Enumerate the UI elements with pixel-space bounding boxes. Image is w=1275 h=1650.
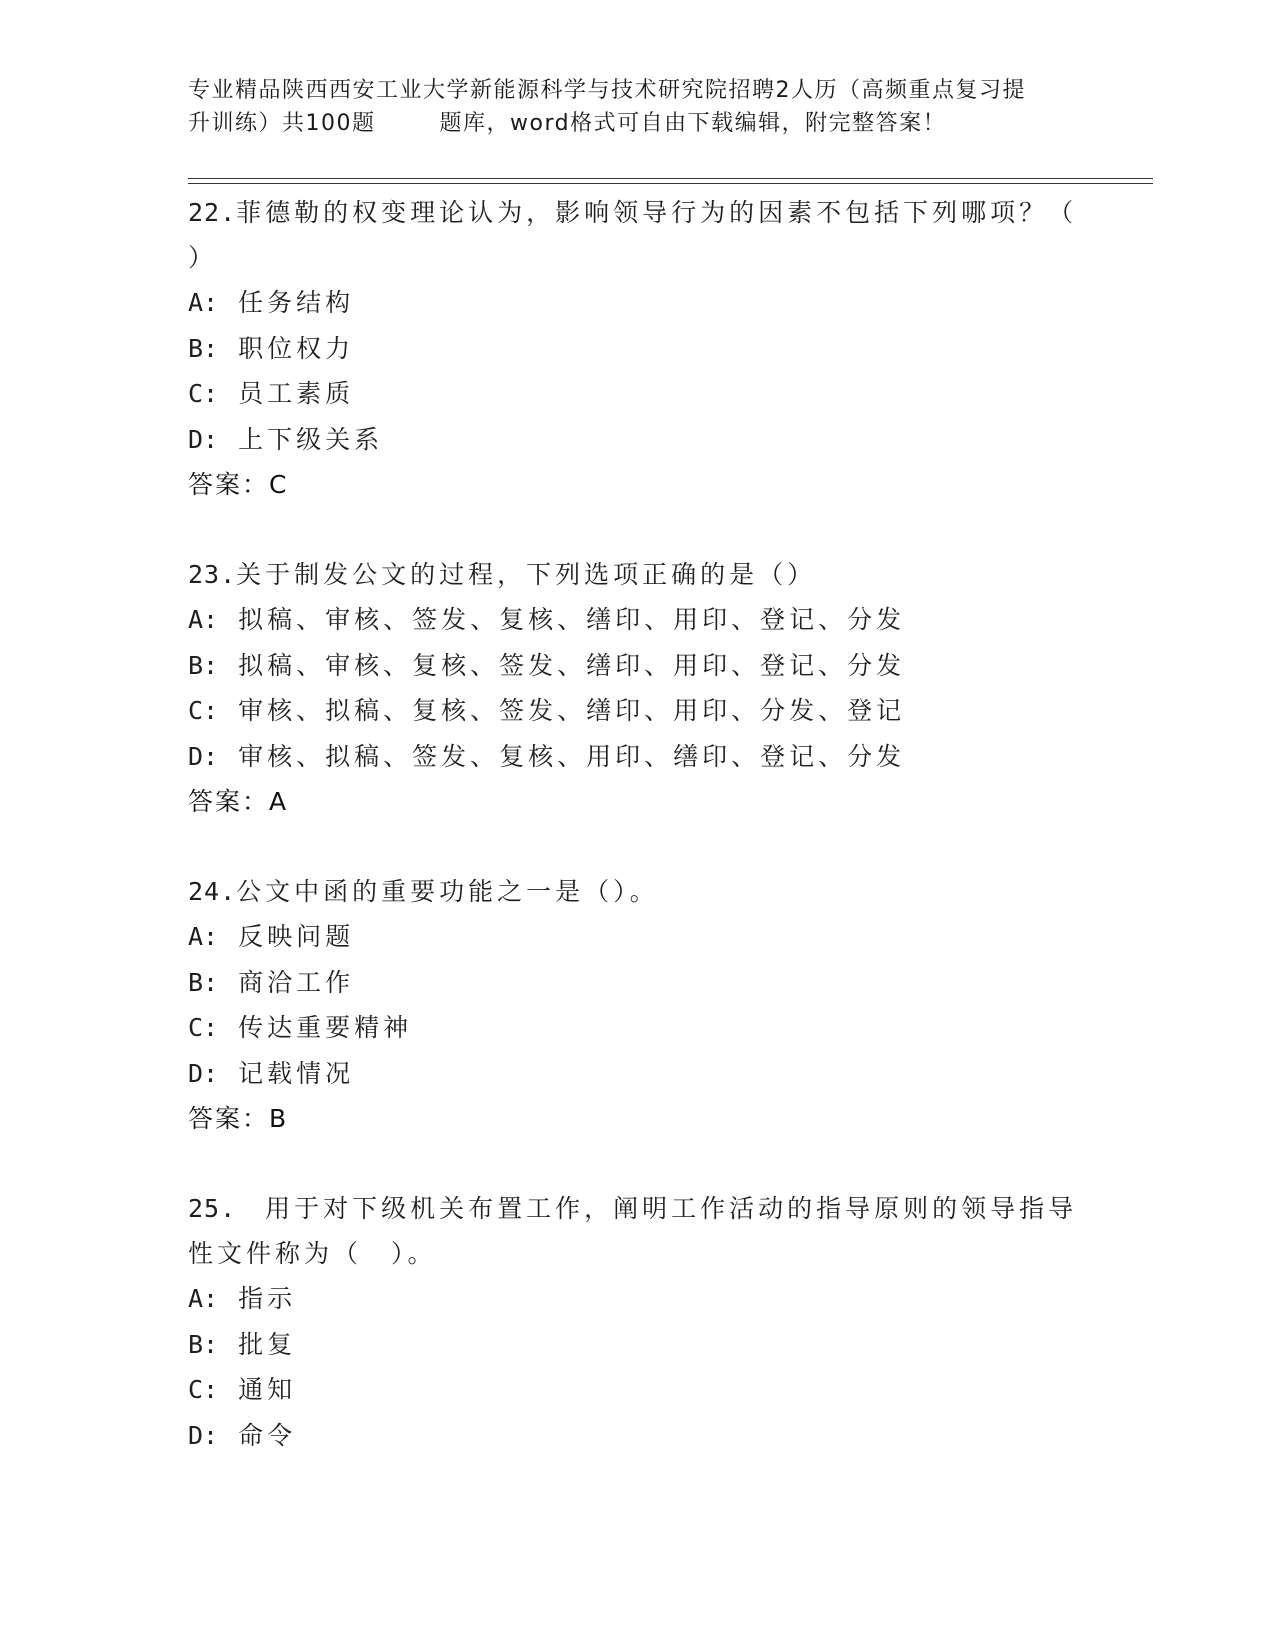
option-c	[188, 1005, 1088, 1051]
answer-line: 答案：A	[188, 787, 289, 816]
option-text: 反映问题	[238, 922, 355, 951]
question-text: 关于制发公文的过程，下列选项正确的是（）	[236, 560, 817, 589]
header-title-part-a: 升训练）共100题	[188, 111, 376, 136]
option-letter: D:	[188, 1058, 219, 1088]
option-letter: C:	[188, 1375, 219, 1404]
option-text: 通知	[238, 1375, 297, 1404]
question-24	[188, 869, 1088, 1141]
option-text: 指示	[238, 1284, 297, 1313]
option-a	[188, 280, 1088, 326]
option-text: 命令	[238, 1420, 297, 1450]
option-c	[188, 371, 1088, 417]
option-text: 任务结构	[238, 288, 355, 317]
question-23	[188, 552, 1088, 824]
question-stem-continued: ）	[188, 243, 218, 272]
option-text: 审核、拟稿、复核、签发、缮印、用印、分发、登记	[238, 696, 906, 725]
question-number: 22.	[188, 198, 237, 227]
option-c	[188, 1367, 1088, 1413]
question-stem-continued: 性文件称为（ ）。	[188, 1239, 437, 1268]
option-text: 商洽工作	[238, 967, 355, 997]
question-22	[188, 190, 1088, 507]
option-text: 批复	[238, 1329, 297, 1359]
option-d	[188, 417, 1088, 463]
option-d	[188, 734, 1088, 780]
option-letter: C:	[188, 1013, 219, 1042]
option-letter: B:	[188, 1329, 219, 1359]
header-title-line-1: 专业精品陕西西安工业大学新能源科学与技术研究院招聘2人历（高频重点复习提	[188, 78, 1026, 103]
option-a	[188, 1276, 1088, 1322]
option-letter: C:	[188, 379, 219, 408]
option-letter: A:	[188, 288, 219, 317]
document-header	[188, 74, 1088, 140]
header-title-line-2	[188, 107, 1088, 140]
question-stem	[188, 552, 1088, 597]
option-text: 职位权力	[238, 333, 355, 363]
question-stem	[188, 869, 1088, 914]
question-number: 25.	[188, 1194, 237, 1223]
option-letter: A:	[188, 605, 219, 634]
header-divider-bottom	[188, 183, 1153, 184]
option-text: 员工素质	[238, 379, 355, 408]
option-a	[188, 597, 1088, 643]
option-c	[188, 688, 1088, 734]
option-letter: B:	[188, 650, 219, 680]
option-text: 审核、拟稿、签发、复核、用印、缮印、登记、分发	[238, 741, 906, 771]
option-letter: B:	[188, 333, 219, 363]
question-text: 公文中函的重要功能之一是（）。	[236, 877, 659, 906]
option-b	[188, 326, 1088, 372]
answer-line: 答案：C	[188, 470, 289, 499]
question-number: 24.	[188, 877, 237, 906]
header-divider-top	[188, 178, 1153, 179]
option-text: 传达重要精神	[238, 1013, 413, 1042]
question-number: 23.	[188, 560, 237, 589]
answer-line: 答案：B	[188, 1104, 289, 1133]
option-letter: C:	[188, 696, 219, 725]
option-letter: A:	[188, 922, 219, 951]
question-25	[188, 1186, 1088, 1458]
option-text: 拟稿、审核、签发、复核、缮印、用印、登记、分发	[238, 605, 906, 634]
header-title-part-b: 题库，word格式可自由下载编辑，附完整答案！	[439, 111, 947, 136]
option-b	[188, 1322, 1088, 1368]
option-text: 记载情况	[238, 1058, 355, 1088]
option-letter: D:	[188, 424, 219, 454]
option-letter: D:	[188, 741, 219, 771]
option-text: 上下级关系	[238, 424, 384, 454]
question-list	[188, 190, 1088, 1458]
option-d	[188, 1051, 1088, 1097]
option-b	[188, 643, 1088, 689]
option-d	[188, 1413, 1088, 1459]
question-text: 菲德勒的权变理论认为，影响领导行为的因素不包括下列哪项？（	[236, 198, 1078, 227]
question-stem	[188, 190, 1088, 235]
option-a	[188, 914, 1088, 960]
question-stem	[188, 1186, 1088, 1231]
option-letter: D:	[188, 1420, 219, 1450]
question-text: 用于对下级机关布置工作，阐明工作活动的指导原则的领导指导	[236, 1194, 1078, 1223]
option-b	[188, 960, 1088, 1006]
option-text: 拟稿、审核、复核、签发、缮印、用印、登记、分发	[238, 650, 906, 680]
option-letter: B:	[188, 967, 219, 997]
option-letter: A:	[188, 1284, 219, 1313]
